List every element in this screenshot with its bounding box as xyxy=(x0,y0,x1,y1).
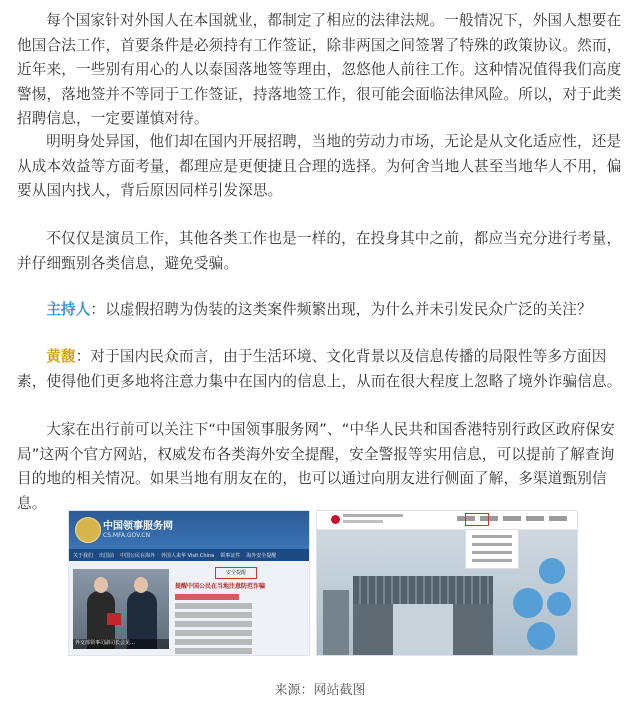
speaker-guest: 黄馥 xyxy=(46,348,76,365)
photo-caption: 外交部领事司副司长会见… xyxy=(73,639,169,649)
paragraph-guest-answer xyxy=(17,345,629,394)
site-url: CS.MFA.GOV.CN xyxy=(103,532,151,539)
logo-text-line xyxy=(343,520,383,523)
tower-shape xyxy=(323,590,349,656)
national-emblem-icon xyxy=(75,517,101,543)
site-nav-item: 出国前 xyxy=(99,552,115,559)
list-item xyxy=(175,639,303,645)
nav-highlight-box xyxy=(465,513,489,526)
site-nav-item xyxy=(549,516,567,521)
list-item xyxy=(175,621,303,627)
circle-badge xyxy=(539,558,565,584)
site-nav-item: 外国人来华 Visit China xyxy=(161,552,215,559)
circle-badge xyxy=(513,588,543,618)
site-nav-item xyxy=(503,516,521,521)
list-item xyxy=(175,612,303,618)
safety-tab-highlight: 安全提醒 xyxy=(215,567,257,579)
speaker-host: 主持人 xyxy=(46,301,91,318)
circle-badge xyxy=(527,622,555,650)
list-item xyxy=(175,594,303,600)
consular-site-screenshot xyxy=(68,510,310,656)
news-list xyxy=(175,581,303,656)
figure-caption: 来源：网站截图 xyxy=(274,683,366,698)
paragraph-1: 每个国家针对外国人在本国就业，都制定了相应的法律法规。一般情况下，外国人想要在他国合法工作，首要条件是必须持有工作签证，除非两国之间签署了特殊的政策协议。然而，近年来，一些别有用心的人以泰国落地签等理由，忽悠他人前往工作。这种情况值得我们高度警惕，落地签并不等同于工作签证，持落地签工作，很可能会面临法律风险。所以，对于此类招聘信息，一定要谨慎对待。 xyxy=(17,12,622,127)
news-photo xyxy=(73,569,169,649)
site-header xyxy=(69,511,309,549)
site-title: 中国领事服务网 xyxy=(103,521,173,532)
nav-dropdown xyxy=(465,529,519,569)
site-nav-item: 关于我们 xyxy=(73,552,94,559)
government-building xyxy=(353,576,493,656)
hksar-logo-icon xyxy=(331,515,340,524)
hero-image xyxy=(317,530,577,655)
list-item xyxy=(175,603,303,609)
list-item xyxy=(175,648,303,654)
logo-text-line xyxy=(343,514,403,517)
site-nav xyxy=(69,549,309,561)
site-nav-item: 海外安全提醒 xyxy=(246,552,277,559)
red-book-icon xyxy=(107,613,121,625)
site-topbar xyxy=(317,511,577,530)
list-item xyxy=(175,630,303,636)
guest-answer-text: ：对于国内民众而言，由于生活环境、文化背景以及信息传播的局限性等多方面因素，使得他们更多地将注意力集中在国内的信息上，从而在很大程度上忽略了境外诈骗信息。 xyxy=(17,348,622,390)
paragraph-6: 大家在出行前可以关注下“中国领事服务网”、“中华人民共和国香港特别行政区政府保安局”这两个官方网站，权威发布各类海外安全提醒，安全警报等实用信息，可以提前了解查询目的地的相关情况。如果当地有朋友在的，也可以通过向朋友进行侧面了解，多渠道甄别信息。 xyxy=(17,421,615,512)
site-nav-item xyxy=(526,516,544,521)
security-bureau-screenshot xyxy=(316,510,578,656)
host-question-text: ：以虚假招聘为伪装的这类案件频繁出现，为什么并未引发民众广泛的关注？ xyxy=(90,301,592,318)
paragraph-2: 明明身处异国，他们却在国内开展招聘，当地的劳动力市场，无论是从文化适应性，还是从成本效益等方面考量，都理应是更便捷且合理的选择。为何舍当地人甚至当地华人不用，偏要从国内找人，背后原因同样引发深思。 xyxy=(17,133,622,199)
site-nav-item: 中国公民在海外 xyxy=(120,552,156,559)
news-headline: 提醒中国公民在当地注意防范诈骗 xyxy=(175,583,266,590)
site-nav-item: 领事证件 xyxy=(220,552,241,559)
paragraph-host-question xyxy=(17,298,629,323)
paragraph-3: 不仅仅是演员工作，其他各类工作也是一样的，在投身其中之前，都应当充分进行考量，并仔细甄别各类信息，避免受骗。 xyxy=(17,230,622,272)
circle-badge xyxy=(547,592,571,616)
